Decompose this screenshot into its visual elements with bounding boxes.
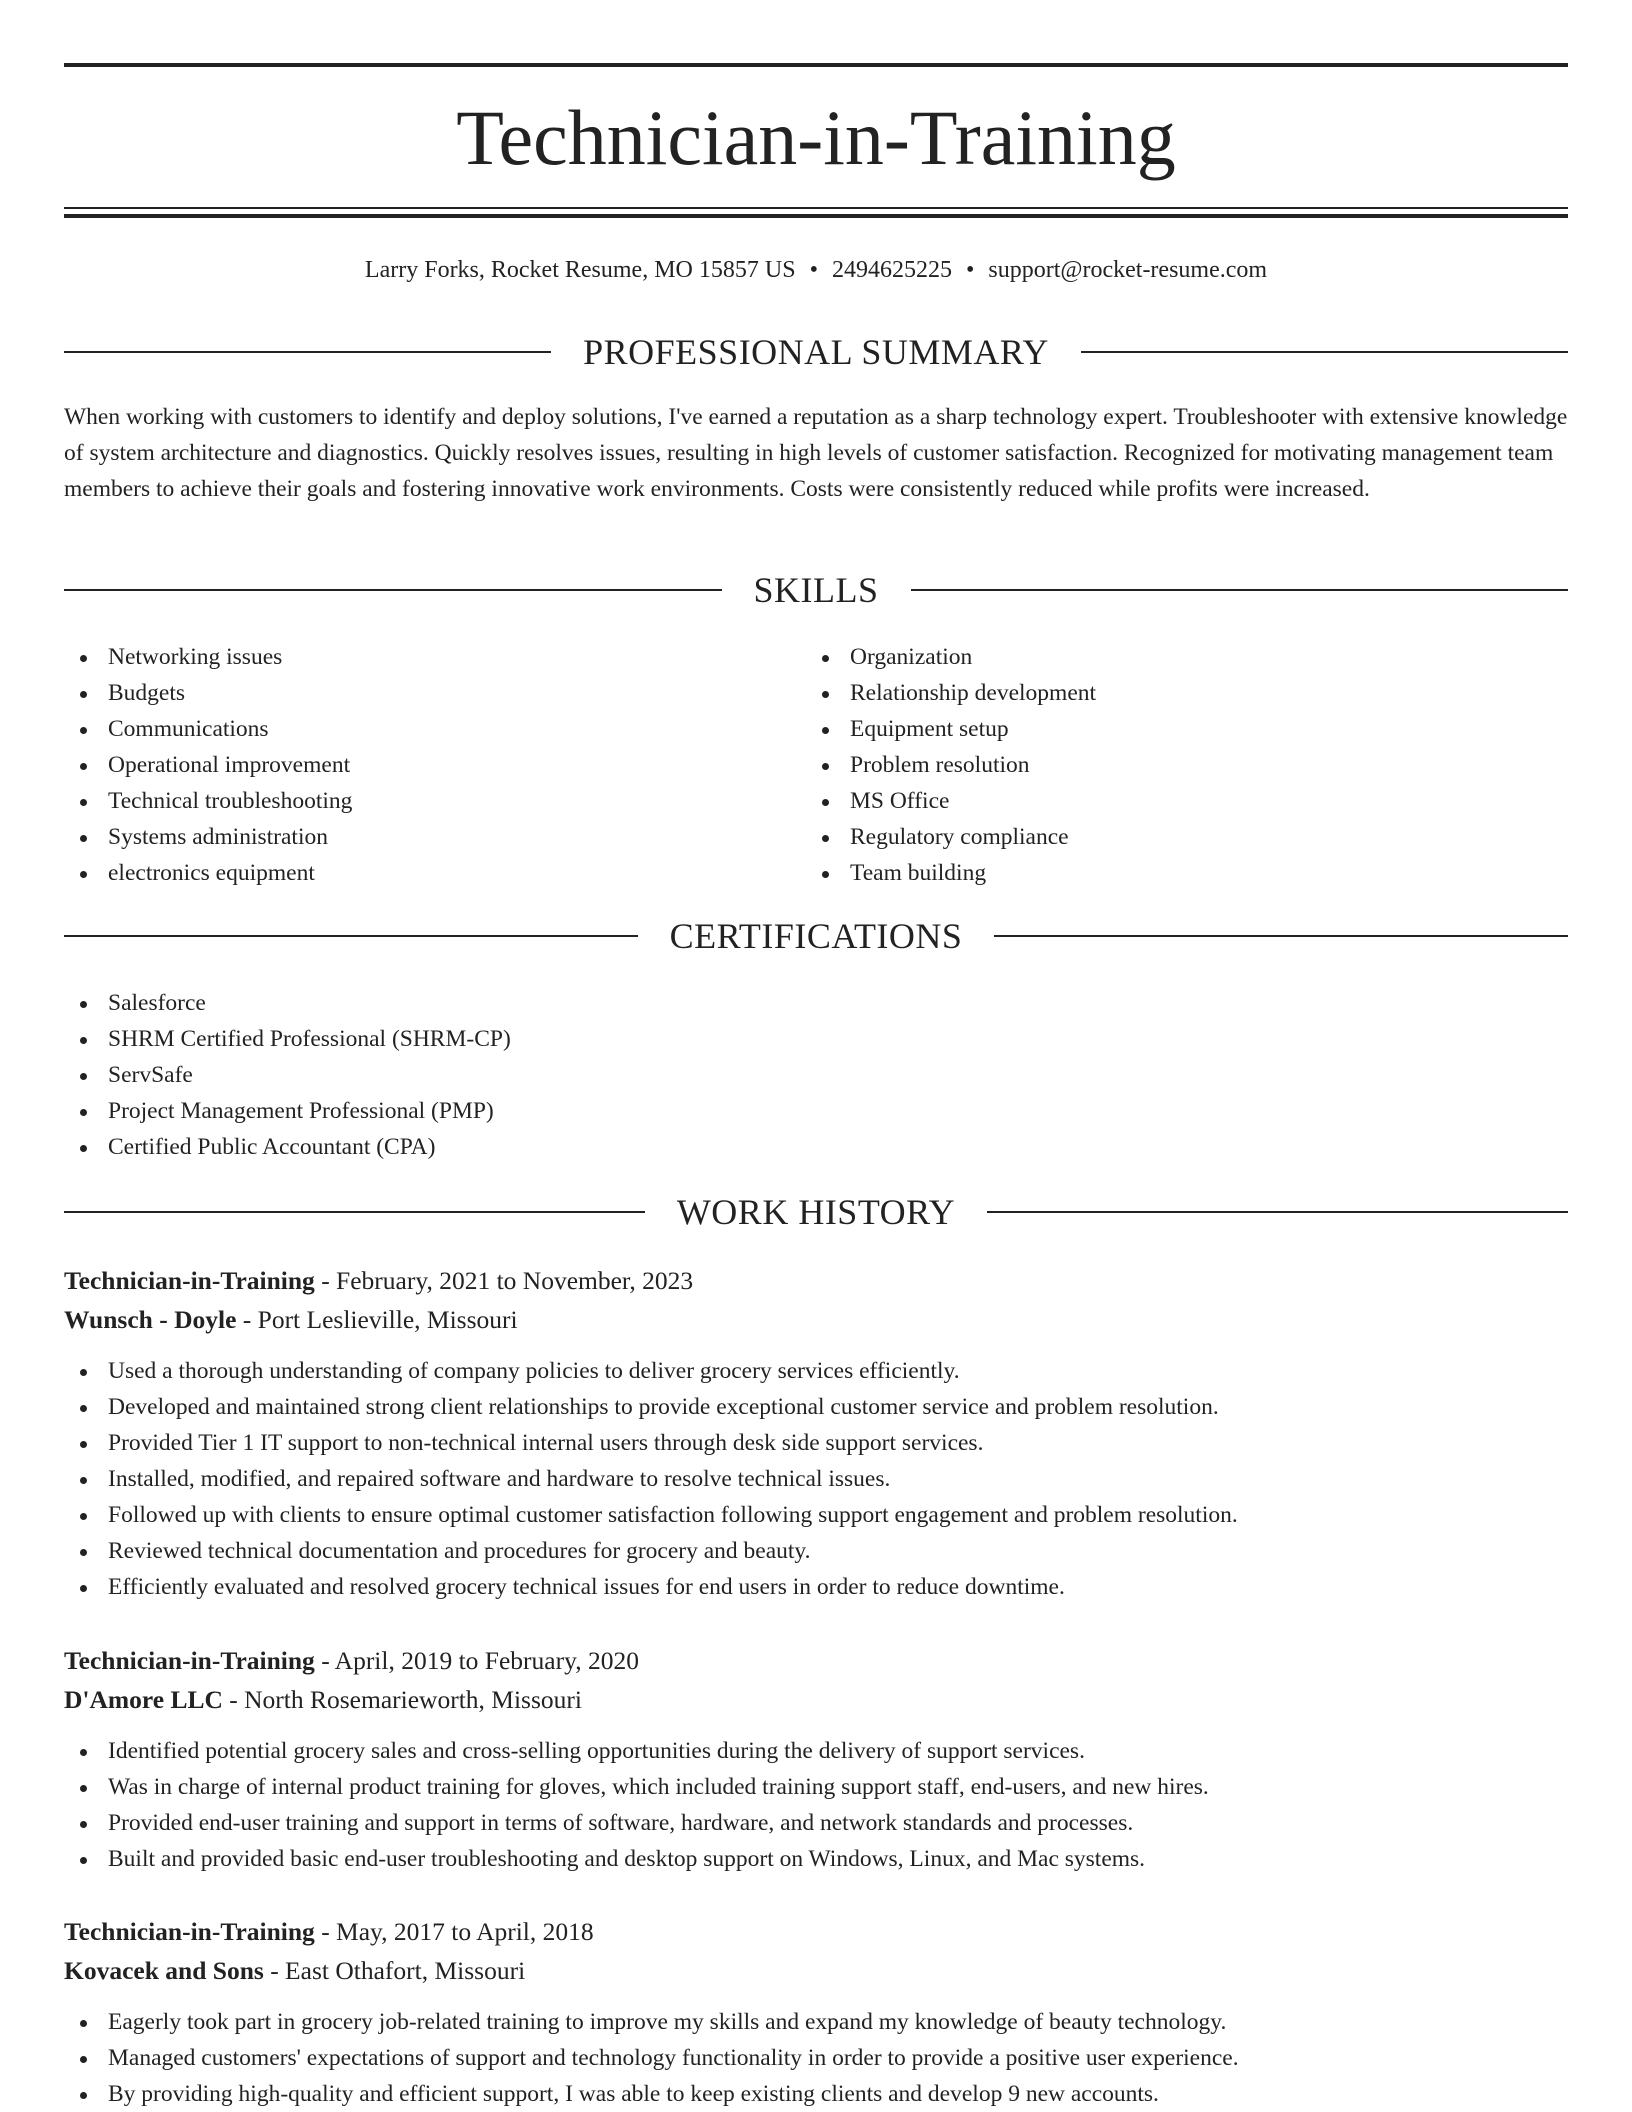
job-duty-item: By providing high-quality and efficient support, I was able to keep existing clients and develop 9 new accounts. [64, 2076, 1568, 2112]
heading-rule-right [911, 589, 1569, 591]
job-title: Technician-in-Training [64, 1646, 315, 1675]
skill-item: Operational improvement [64, 747, 352, 783]
skill-item: Relationship development [806, 675, 1096, 711]
job-duty-item: Provided end-user training and support in terms of software, hardware, and network standards and processes. [64, 1805, 1568, 1841]
skill-item: Regulatory compliance [806, 819, 1096, 855]
job-duties-list [64, 2004, 1568, 2112]
heading-rule-right [1081, 351, 1568, 353]
job-dates: - February, 2021 to November, 2023 [314, 1266, 694, 1295]
section-title: WORK HISTORY [676, 1192, 956, 1232]
skill-item: Technical troubleshooting [64, 783, 352, 819]
certification-item: Salesforce [64, 985, 511, 1021]
contact-email: support@rocket-resume.com [988, 257, 1268, 283]
skill-item: Systems administration [64, 819, 352, 855]
heading-rule-left [64, 1211, 645, 1213]
job-entry [64, 1641, 1568, 1877]
job-company: D'Amore LLC [64, 1685, 223, 1714]
section-heading-certifications [64, 914, 1568, 958]
job-title-line [64, 1912, 1568, 1951]
skills-column-right [806, 639, 1096, 891]
skills-list-right [806, 639, 1096, 891]
job-location: - Port Leslieville, Missouri [236, 1305, 518, 1334]
job-duties-list [64, 1353, 1568, 1605]
resume-title: Technician-in-Training [456, 94, 1176, 181]
job-duty-item: Identified potential grocery sales and cross-selling opportunities during the delivery of support services. [64, 1733, 1568, 1769]
certifications-block [64, 985, 511, 1165]
skill-item: MS Office [806, 783, 1096, 819]
heading-rule-right [994, 935, 1568, 937]
section-title: SKILLS [753, 570, 879, 610]
job-title: Technician-in-Training [64, 1266, 315, 1295]
section-heading-work-history [64, 1190, 1568, 1234]
heading-rule-left [64, 351, 551, 353]
job-company-line [64, 1951, 1568, 1990]
section-title: CERTIFICATIONS [669, 916, 963, 956]
section-title: PROFESSIONAL SUMMARY [583, 332, 1049, 372]
job-duty-item: Developed and maintained strong client relationships to provide exceptional customer service and problem resolution. [64, 1389, 1568, 1425]
contact-line [64, 253, 1568, 287]
title-rule-thick [64, 214, 1568, 218]
job-duty-item: Reviewed technical documentation and procedures for grocery and beauty. [64, 1533, 1568, 1569]
certification-item: SHRM Certified Professional (SHRM-CP) [64, 1021, 511, 1057]
contact-address: Larry Forks, Rocket Resume, MO 15857 US [364, 257, 796, 283]
skill-item: Problem resolution [806, 747, 1096, 783]
job-duty-item: Eagerly took part in grocery job-related training to improve my skills and expand my knowledge of beauty technology. [64, 2004, 1568, 2040]
job-duty-item: Used a thorough understanding of company policies to deliver grocery services efficiently. [64, 1353, 1568, 1389]
job-title: Technician-in-Training [64, 1917, 315, 1946]
skill-item: Team building [806, 855, 1096, 891]
job-location: - North Rosemarieworth, Missouri [222, 1685, 582, 1714]
job-duty-item: Was in charge of internal product training for gloves, which included training support staff, end-users, and new hires. [64, 1769, 1568, 1805]
job-duty-item: Built and provided basic end-user troubleshooting and desktop support on Windows, Linux, and Mac systems. [64, 1841, 1568, 1877]
skill-item: Organization [806, 639, 1096, 675]
job-duty-item: Provided Tier 1 IT support to non-technical internal users through desk side support services. [64, 1425, 1568, 1461]
certification-item: ServSafe [64, 1057, 511, 1093]
certifications-list [64, 985, 511, 1165]
job-location: - East Othafort, Missouri [263, 1956, 526, 1985]
skills-column-left [64, 639, 352, 891]
job-duty-item: Installed, modified, and repaired software and hardware to resolve technical issues. [64, 1461, 1568, 1497]
contact-phone: 2494625225 [831, 257, 952, 283]
job-duty-item: Managed customers' expectations of support and technology functionality in order to provide a positive user experience. [64, 2040, 1568, 2076]
job-dates: - April, 2019 to February, 2020 [314, 1646, 639, 1675]
skill-item: Networking issues [64, 639, 352, 675]
section-heading-skills [64, 568, 1568, 612]
top-rule [64, 63, 1568, 67]
heading-rule-left [64, 935, 638, 937]
contact-separator: • [809, 257, 818, 283]
heading-rule-right [987, 1211, 1568, 1213]
job-title-line [64, 1261, 1568, 1300]
contact-separator: • [965, 257, 975, 283]
summary-text: When working with customers to identify and deploy solutions, I've earned a reputation as a sharp technology expert. Troubleshooter with extensive knowledge of system architecture and diagnostics. Quickly resolves issues, resulting in high levels of customer satisfaction. Recognized for motivating management team members to achieve their goals and fostering innovative work environments. Costs were consistently reduced while profits were increased. [64, 404, 1568, 502]
job-company: Kovacek and Sons [64, 1956, 264, 1985]
skill-item: Communications [64, 711, 352, 747]
job-dates: - May, 2017 to April, 2018 [314, 1917, 594, 1946]
skill-item: Equipment setup [806, 711, 1096, 747]
certification-item: Project Management Professional (PMP) [64, 1093, 511, 1129]
title-rule-thin [64, 207, 1568, 209]
section-heading-summary [64, 330, 1568, 374]
job-company: Wunsch - Doyle [64, 1305, 237, 1334]
job-entry [64, 1912, 1568, 2112]
job-company-line [64, 1680, 1568, 1719]
job-title-line [64, 1641, 1568, 1680]
skill-item: electronics equipment [64, 855, 352, 891]
certification-item: Certified Public Accountant (CPA) [64, 1129, 511, 1165]
job-company-line [64, 1300, 1568, 1339]
job-duties-list [64, 1733, 1568, 1877]
skills-list-left [64, 639, 352, 891]
skill-item: Budgets [64, 675, 352, 711]
job-duty-item: Followed up with clients to ensure optimal customer satisfaction following support engagement and problem resolution. [64, 1497, 1568, 1533]
heading-rule-left [64, 589, 722, 591]
job-entry [64, 1261, 1568, 1605]
job-duty-item: Efficiently evaluated and resolved grocery technical issues for end users in order to reduce downtime. [64, 1569, 1568, 1605]
